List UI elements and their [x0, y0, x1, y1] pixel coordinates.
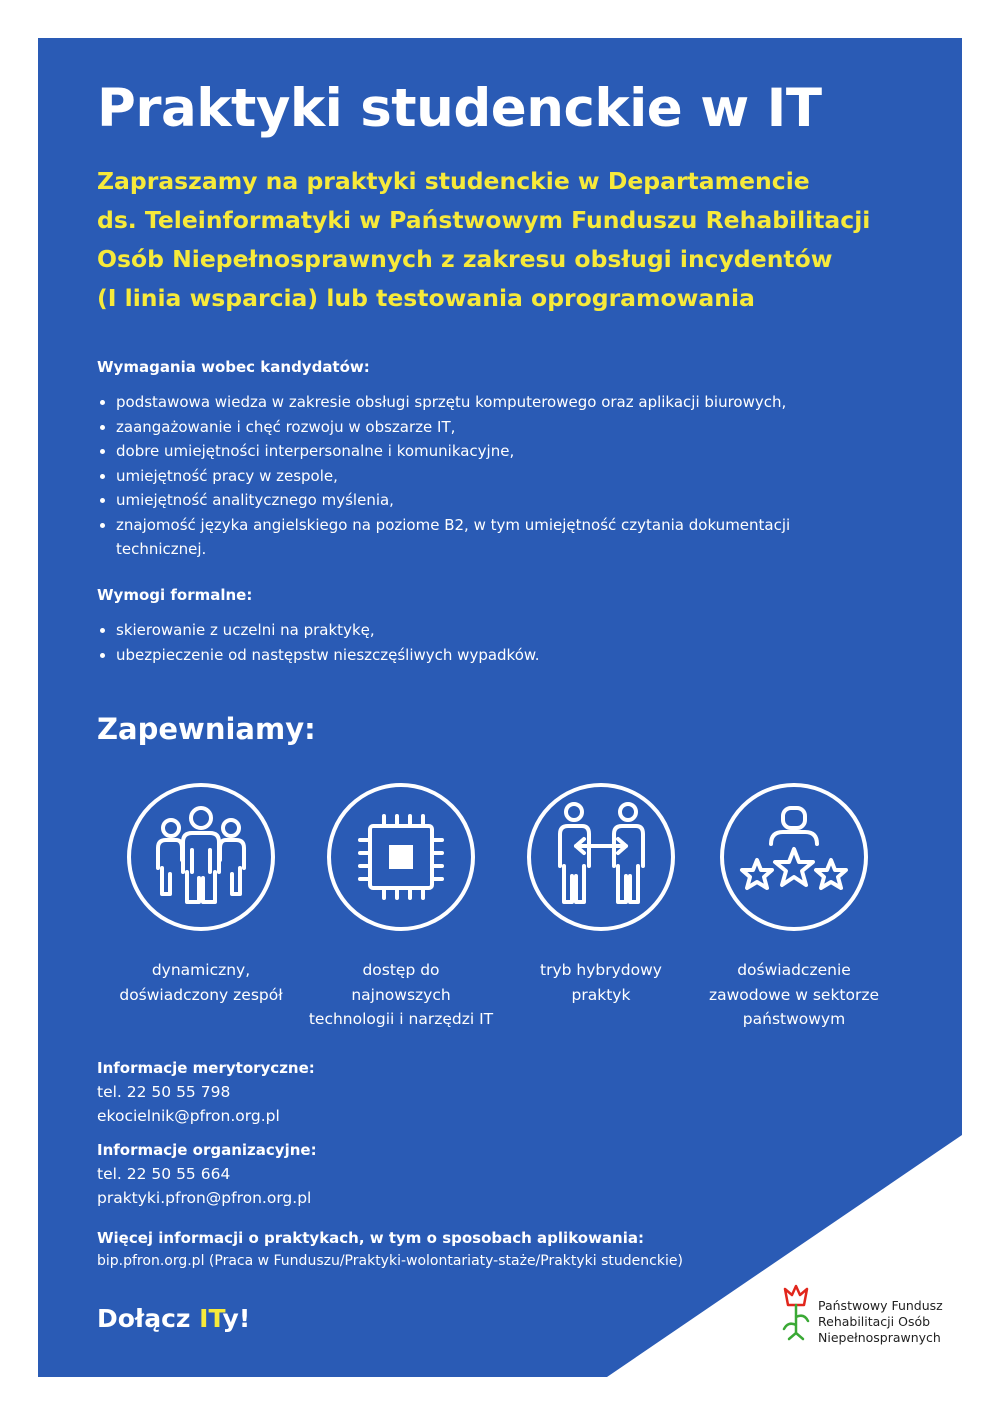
intro-line: (I linia wsparcia) lub testowania oprogramowania	[97, 284, 755, 312]
benefit-label-line: dostęp do	[362, 961, 440, 979]
list-item: zaangażowanie i chęć rozwoju w obszarze IT,	[97, 415, 897, 440]
page-title: Praktyki studenckie w IT	[97, 78, 822, 139]
more-info-link[interactable]: bip.pfron.org.pl (Praca w Funduszu/Praktyki-wolontariaty-staże/Praktyki studenckie)	[97, 1253, 683, 1269]
hybrid-work-icon	[526, 782, 676, 932]
benefit-label-line: najnowszych	[351, 985, 451, 1004]
requirements-list	[97, 390, 897, 562]
benefit-label-line: doświadczenie	[737, 961, 851, 979]
list-item: znajomość języka angielskiego na poziome B2, w tym umiejętność czytania dokumentacji technicznej.	[97, 513, 856, 562]
merit-email[interactable]: ekocielnik@pfron.org.pl	[97, 1107, 280, 1125]
pfron-logo-text	[818, 1298, 943, 1346]
benefit-label-line: państwowym	[742, 1010, 846, 1028]
org-info-heading: Informacje organizacyjne:	[97, 1141, 317, 1159]
list-item: umiejętność pracy w zespole,	[97, 464, 897, 489]
list-item: ubezpieczenie od następstw nieszczęśliwych wypadków.	[97, 643, 897, 668]
org-email[interactable]: praktyki.pfron@pfron.org.pl	[97, 1189, 312, 1207]
benefit-label-line: dynamiczny,	[151, 961, 251, 979]
org-phone: tel. 22 50 55 664	[97, 1165, 231, 1183]
join-highlight: IT	[199, 1304, 223, 1333]
benefit-label-line: technologii i narzędzi IT	[308, 1010, 494, 1028]
benefit-label	[86, 958, 316, 1007]
logo-line: Rehabilitacji Osób	[818, 1314, 931, 1329]
join-text: y!	[222, 1304, 251, 1333]
list-item: dobre umiejętności interpersonalne i komunikacyjne,	[97, 439, 897, 464]
intro-line: Osób Niepełnosprawnych z zakresu obsługi incydentów	[97, 245, 833, 273]
logo-line: Niepełnosprawnych	[818, 1330, 941, 1345]
benefit-label	[679, 958, 909, 1032]
team-icon	[126, 782, 276, 932]
merit-info-heading: Informacje merytoryczne:	[97, 1059, 315, 1077]
provide-heading: Zapewniamy:	[97, 712, 316, 746]
pfron-logo-icon	[780, 1283, 812, 1347]
requirements-heading: Wymagania wobec kandydatów:	[97, 358, 370, 376]
chip-icon	[326, 782, 476, 932]
benefit-label-line: zawodowe w sektorze	[708, 985, 880, 1004]
list-item: skierowanie z uczelni na praktykę,	[97, 618, 897, 643]
experience-stars-icon	[719, 782, 869, 932]
intro-text	[97, 162, 917, 318]
more-info-heading: Więcej informacji o praktykach, w tym o sposobach aplikowania:	[97, 1229, 644, 1247]
benefit-label-line: praktyk	[571, 985, 631, 1004]
merit-phone: tel. 22 50 55 798	[97, 1083, 231, 1101]
intro-line: ds. Teleinformatyki w Państwowym Funduszu Rehabilitacji	[97, 206, 871, 234]
list-item: podstawowa wiedza w zakresie obsługi sprzętu komputerowego oraz aplikacji biurowych,	[97, 390, 897, 415]
formal-heading: Wymogi formalne:	[97, 586, 253, 604]
benefit-label	[286, 958, 516, 1032]
formal-list	[97, 618, 897, 667]
logo-line: Państwowy Fundusz	[818, 1298, 943, 1313]
benefit-label-line: tryb hybrydowy	[540, 961, 662, 979]
benefit-label-line: doświadczony zespół	[119, 985, 283, 1004]
join-slogan	[97, 1304, 250, 1333]
join-text: Dołącz	[97, 1304, 200, 1333]
list-item: umiejętność analitycznego myślenia,	[97, 488, 897, 513]
intro-line: Zapraszamy na praktyki studenckie w Departamencie	[97, 167, 810, 195]
